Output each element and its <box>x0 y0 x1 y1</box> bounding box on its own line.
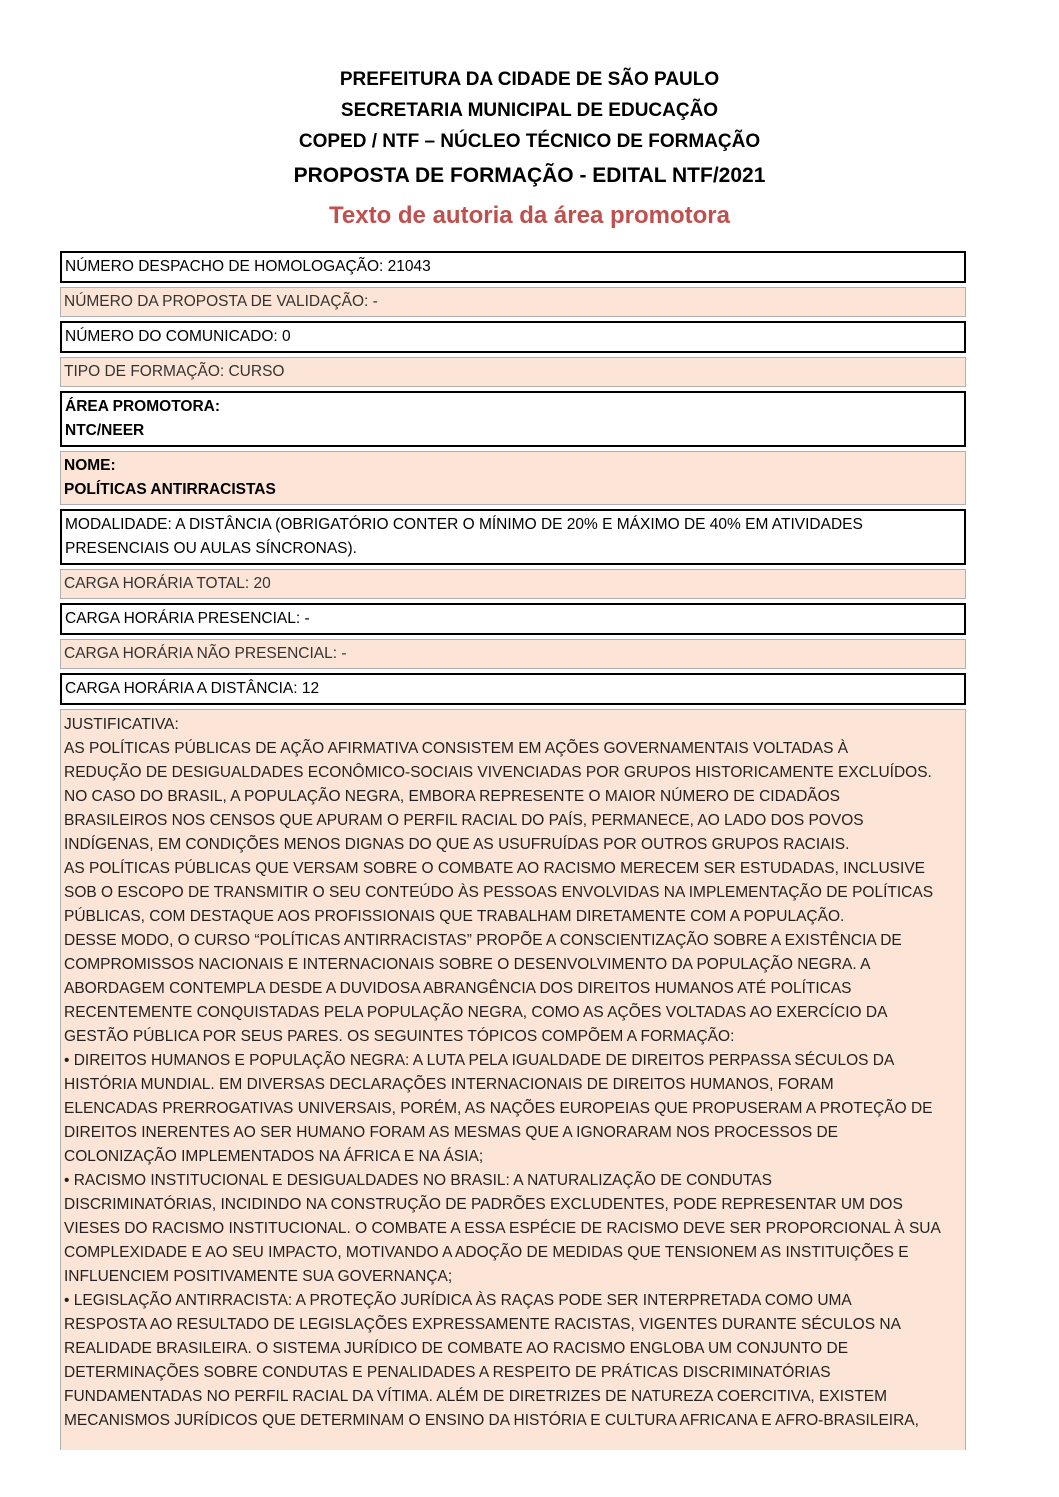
justificativa-line: • DIREITOS HUMANOS E POPULAÇÃO NEGRA: A LUTA PELA IGUALDADE DE DIREITOS PERPASSA SÉCULOS DA <box>64 1052 895 1069</box>
justificativa-line: GESTÃO PÚBLICA POR SEUS PARES. OS SEGUINTES TÓPICOS COMPÕEM A FORMAÇÃO: <box>64 1028 735 1045</box>
justificativa-line: BRASILEIROS NOS CENSOS QUE APURAM O PERFIL RACIAL DO PAÍS, PERMANECE, AO LADO DOS POVOS <box>64 812 864 829</box>
modalidade-line-2: PRESENCIAIS OU AULAS SÍNCRONAS). <box>65 540 357 557</box>
justificativa-line: • RACISMO INSTITUCIONAL E DESIGUALDADES NO BRASIL: A NATURALIZAÇÃO DE CONDUTAS <box>64 1172 772 1189</box>
justificativa-line: SOB O ESCOPO DE TRANSMITIR O SEU CONTEÚDO ÀS PESSOAS ENVOLVIDAS NA IMPLEMENTAÇÃO DE POLÍTICAS <box>64 884 934 901</box>
area-label: ÁREA PROMOTORA: <box>65 398 220 415</box>
justificativa-line: ELENCADAS PRERROGATIVAS UNIVERSAIS, PORÉM, AS NAÇÕES EUROPEIAS QUE PROPUSERAM A PROTEÇÃO DE <box>64 1100 933 1117</box>
header-prefeitura: PREFEITURA DA CIDADE DE SÃO PAULO <box>339 69 720 90</box>
justificativa-line: ABORDAGEM CONTEMPLA DESDE A DUVIDOSA ABRANGÊNCIA DOS DIREITOS HUMANOS ATÉ POLÍTICAS <box>64 980 852 997</box>
field-carga-nao-presencial: CARGA HORÁRIA NÃO PRESENCIAL: - <box>60 639 966 669</box>
field-carga-presencial: CARGA HORÁRIA PRESENCIAL: - <box>60 603 966 635</box>
justificativa-line: DESSE MODO, O CURSO “POLÍTICAS ANTIRRACISTAS” PROPÕE A CONSCIENTIZAÇÃO SOBRE A EXISTÊNCIA DE <box>64 932 902 949</box>
justificativa-line: MECANISMOS JURÍDICOS QUE DETERMINAM O ENSINO DA HISTÓRIA E CULTURA AFRICANA E AFRO-BRASILEIRA, <box>64 1412 919 1429</box>
justificativa-line: AS POLÍTICAS PÚBLICAS DE AÇÃO AFIRMATIVA CONSISTEM EM AÇÕES GOVERNAMENTAIS VOLTADAS À <box>64 740 849 757</box>
justificativa-line: HISTÓRIA MUNDIAL. EM DIVERSAS DECLARAÇÕES INTERNACIONAIS DE DIREITOS HUMANOS, FORAM <box>64 1076 834 1093</box>
field-carga-distancia: CARGA HORÁRIA A DISTÂNCIA: 12 <box>60 673 966 705</box>
justificativa-line: COMPLEXIDADE E AO SEU IMPACTO, MOTIVANDO A ADOÇÃO DE MEDIDAS QUE TENSIONEM AS INSTITUIÇÕES E <box>64 1244 909 1261</box>
field-comunicado: NÚMERO DO COMUNICADO: 0 <box>60 321 966 353</box>
field-area-promotora <box>60 391 966 447</box>
justificativa-line: • LEGISLAÇÃO ANTIRRACISTA: A PROTEÇÃO JURÍDICA ÀS RAÇAS PODE SER INTERPRETADA COMO UMA <box>64 1292 852 1309</box>
justificativa-line: COLONIZAÇÃO IMPLEMENTADOS NA ÁFRICA E NA ÁSIA; <box>64 1148 484 1165</box>
justificativa-line: RESPOSTA AO RESULTADO DE LEGISLAÇÕES EXPRESSAMENTE RACISTAS, VIGENTES DURANTE SÉCULOS NA <box>64 1316 901 1333</box>
modalidade-line-1: MODALIDADE: A DISTÂNCIA (OBRIGATÓRIO CONTER O MÍNIMO DE 20% E MÁXIMO DE 40% EM ATIVIDADES <box>65 516 863 533</box>
justificativa-line: AS POLÍTICAS PÚBLICAS QUE VERSAM SOBRE O COMBATE AO RACISMO MERECEM SER ESTUDADAS, INCLUSIVE <box>64 860 926 877</box>
justificativa-line: PÚBLICAS, COM DESTAQUE AOS PROFISSIONAIS QUE TRABALHAM DIRETAMENTE COM A POPULAÇÃO. <box>64 908 845 925</box>
justificativa-line: FUNDAMENTADAS NO PERFIL RACIAL DA VÍTIMA. ALÉM DE DIRETRIZES DE NATUREZA COERCITIVA, EXISTEM <box>64 1388 888 1405</box>
justificativa-line: INDÍGENAS, EM CONDIÇÕES MENOS DIGNAS DO QUE AS USUFRUÍDAS POR OUTROS GRUPOS RACIAIS. <box>64 836 850 853</box>
justificativa-line: DETERMINAÇÕES SOBRE CONDUTAS E PENALIDADES A RESPEITO DE PRÁTICAS DISCRIMINATÓRIAS <box>64 1364 831 1381</box>
justificativa-line: NO CASO DO BRASIL, A POPULAÇÃO NEGRA, EMBORA REPRESENTE O MAIOR NÚMERO DE CIDADÃOS <box>64 788 841 805</box>
form-fields <box>60 251 966 1450</box>
field-modalidade <box>60 509 966 565</box>
justificativa-line: REALIDADE BRASILEIRA. O SISTEMA JURÍDICO DE COMBATE AO RACISMO ENGLOBA UM CONJUNTO DE <box>64 1340 849 1357</box>
header-autoria: Texto de autoria da área promotora <box>329 202 730 229</box>
document-header <box>0 64 1059 236</box>
header-secretaria: SECRETARIA MUNICIPAL DE EDUCAÇÃO <box>340 100 719 121</box>
justificativa-line: REDUÇÃO DE DESIGUALDADES ECONÔMICO-SOCIAIS VIVENCIADAS POR GRUPOS HISTORICAMENTE EXCLUÍDOS. <box>64 764 932 781</box>
field-nome <box>60 451 966 505</box>
justificativa-line: JUSTIFICATIVA: <box>64 716 179 733</box>
field-carga-total: CARGA HORÁRIA TOTAL: 20 <box>60 569 966 599</box>
header-proposta: PROPOSTA DE FORMAÇÃO - EDITAL NTF/2021 <box>293 164 766 187</box>
field-tipo: TIPO DE FORMAÇÃO: CURSO <box>60 357 966 387</box>
justificativa-line: INFLUENCIEM POSITIVAMENTE SUA GOVERNANÇA; <box>64 1268 453 1285</box>
field-validacao: NÚMERO DA PROPOSTA DE VALIDAÇÃO: - <box>60 287 966 317</box>
justificativa-line: DIREITOS INERENTES AO SER HUMANO FORAM AS MESMAS QUE A IGNORARAM NOS PROCESSOS DE <box>64 1124 838 1141</box>
header-coped: COPED / NTF – NÚCLEO TÉCNICO DE FORMAÇÃO <box>298 131 761 152</box>
field-despacho: NÚMERO DESPACHO DE HOMOLOGAÇÃO: 21043 <box>60 251 966 283</box>
field-justificativa <box>60 709 966 1450</box>
nome-label: NOME: <box>64 457 116 474</box>
justificativa-line: RECENTEMENTE CONQUISTADAS PELA POPULAÇÃO NEGRA, COMO AS AÇÕES VOLTADAS AO EXERCÍCIO DA <box>64 1004 888 1021</box>
nome-value: POLÍTICAS ANTIRRACISTAS <box>64 481 276 498</box>
justificativa-line: VIESES DO RACISMO INSTITUCIONAL. O COMBATE A ESSA ESPÉCIE DE RACISMO DEVE SER PROPORCIONAL À SUA <box>64 1220 941 1237</box>
justificativa-line: DISCRIMINATÓRIAS, INCIDINDO NA CONSTRUÇÃO DE PADRÕES EXCLUDENTES, PODE REPRESENTAR UM DOS <box>64 1196 903 1213</box>
justificativa-line: COMPROMISSOS NACIONAIS E INTERNACIONAIS SOBRE O DESENVOLVIMENTO DA POPULAÇÃO NEGRA. A <box>64 956 871 973</box>
area-value: NTC/NEER <box>65 422 145 439</box>
